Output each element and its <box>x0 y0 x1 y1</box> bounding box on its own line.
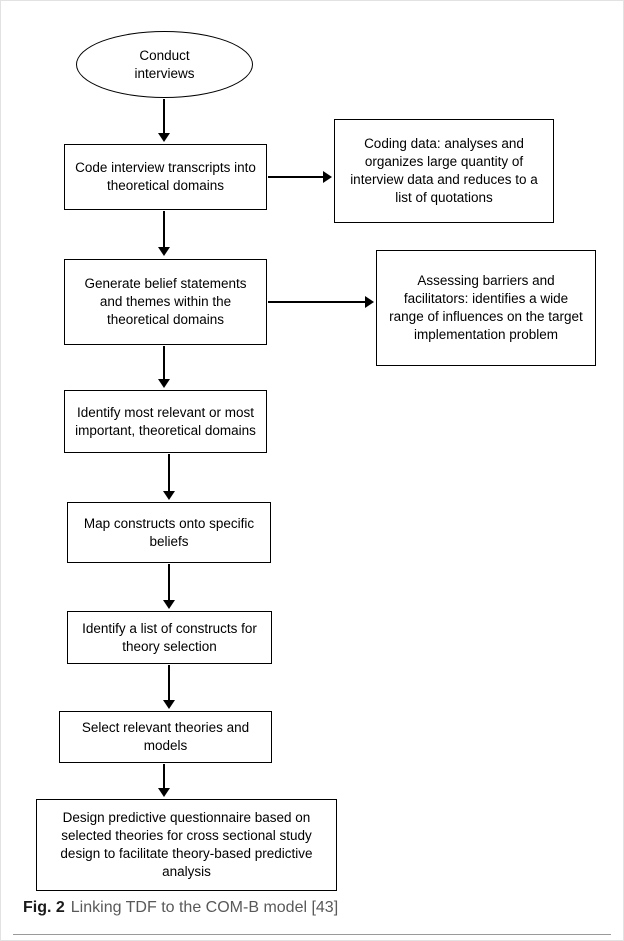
flow-node-step-4 <box>67 502 271 563</box>
flow-node-annotation-coding-data <box>334 119 554 223</box>
flow-node-annotation-barriers-label: Assessing barriers and facilitators: identifies a wide range of influences on the target implementation problem <box>389 273 583 342</box>
flow-node-step-7-label: Design predictive questionnaire based on selected theories for cross sectional study design to facilitate theory-based predictive analysis <box>60 810 313 879</box>
flow-node-annotation-barriers <box>376 250 596 366</box>
arrow-right-2 <box>268 296 374 308</box>
flow-node-step-5-label: Identify a list of constructs for theory selection <box>82 620 257 654</box>
flow-node-step-2 <box>64 259 267 345</box>
flow-node-step-5 <box>67 611 272 664</box>
arrow-right-1 <box>268 171 332 183</box>
flow-node-step-6 <box>59 711 272 763</box>
arrow-down-4 <box>163 454 175 500</box>
figure-caption-text: Linking TDF to the COM-B model [43] <box>70 899 339 916</box>
flow-node-start-label: Conduct interviews <box>134 47 195 81</box>
arrow-down-7 <box>158 764 170 797</box>
arrow-down-1 <box>158 99 170 142</box>
arrow-down-3 <box>158 346 170 388</box>
flow-node-step-1-label: Code interview transcripts into theoretical domains <box>75 160 256 193</box>
flow-node-step-6-label: Select relevant theories and models <box>81 720 250 753</box>
arrow-down-2 <box>158 211 170 256</box>
flow-node-step-4-label: Map constructs onto specific beliefs <box>83 515 255 549</box>
flow-node-annotation-coding-data-label: Coding data: analyses and organizes large quantity of interview data and reduces to a list of quotations <box>350 136 538 205</box>
figure-caption-label: Fig. 2 <box>23 899 65 916</box>
flow-node-step-3-label: Identify most relevant or most important, theoretical domains <box>75 404 256 438</box>
figure-caption <box>23 899 603 917</box>
arrow-down-5 <box>163 564 175 609</box>
flow-node-step-3 <box>64 390 267 453</box>
flow-node-step-2-label: Generate belief statements and themes within the theoretical domains <box>84 276 247 327</box>
flow-node-step-7 <box>36 799 337 891</box>
flow-node-step-1 <box>64 144 267 210</box>
flow-node-start <box>76 31 253 98</box>
arrow-down-6 <box>163 665 175 709</box>
figure-bottom-rule <box>13 934 611 935</box>
